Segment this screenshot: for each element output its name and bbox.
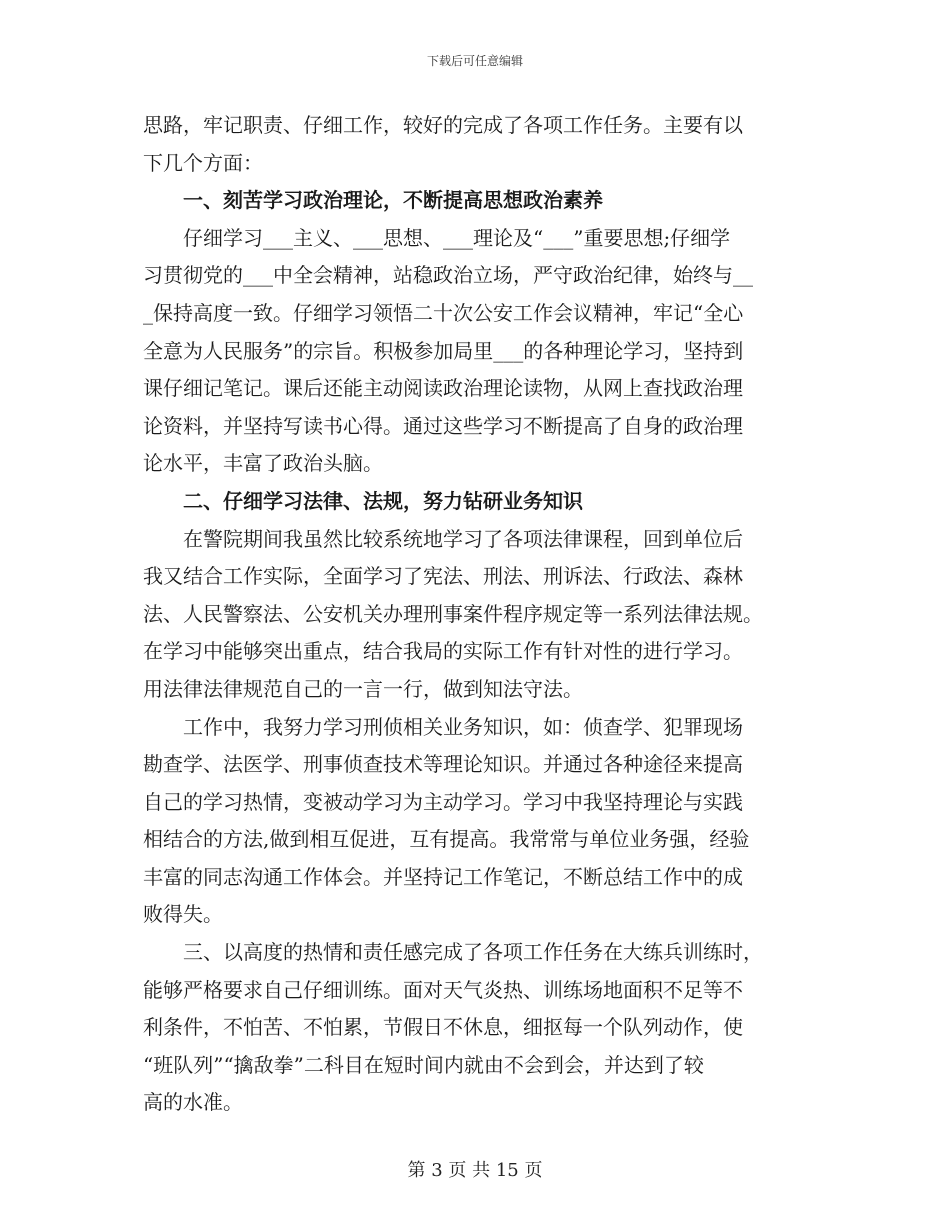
body-line: 仔细学习___主义、___思想、___理论及“___”重要思想;仔细学	[143, 225, 731, 250]
body-line: 在学习中能够突出重点，结合我局的实际工作有针对性的进行学习。	[143, 639, 743, 664]
body-line: 法、人民警察法、公安机关办理刑事案件程序规定等一系列法律法规。	[143, 601, 763, 626]
document-body	[143, 107, 811, 1122]
page-footer: 第 3 页 共 15 页	[407, 1160, 543, 1181]
body-line: 三、以高度的热情和责任感完成了各项工作任务在大练兵训练时，	[143, 940, 763, 965]
body-line: 相结合的方法,做到相互促进，互有提高。我常常与单位业务强，经验	[143, 827, 750, 852]
body-line: 全意为人民服务”的宗旨。积极参加局里___的各种理论学习，坚持到	[143, 338, 744, 363]
page-header: 下载后可任意编辑	[426, 54, 523, 68]
body-line: 败得失。	[143, 902, 223, 927]
body-line: 能够严格要求自己仔细训练。面对天气炎热、训练场地面积不足等不	[143, 977, 743, 1002]
body-line: 自己的学习热情，变被动学习为主动学习。学习中我坚持理论与实践	[143, 789, 743, 814]
body-line: 我又结合工作实际，全面学习了宪法、刑法、刑诉法、行政法、森林	[143, 564, 743, 589]
body-line: “班队列”“擒敌拳”二科目在短时间内就由不会到会，并达到了较	[143, 1052, 704, 1077]
body-line: 习贯彻党的___中全会精神，站稳政治立场，严守政治纪律，始终与__	[143, 263, 753, 288]
body-line: 下几个方面：	[143, 150, 263, 175]
body-line: 勘查学、法医学、刑事侦查技术等理论知识。并通过各种途径来提高	[143, 752, 743, 777]
body-line: 思路，牢记职责、仔细工作，较好的完成了各项工作任务。主要有以	[143, 113, 743, 137]
body-line: 高的水准。	[143, 1090, 243, 1115]
body-line: 课仔细记笔记。课后还能主动阅读政治理论读物，从网上查找政治理	[143, 376, 743, 401]
body-line: 利条件，不怕苦、不怕累，节假日不休息，细抠每一个队列动作，使	[143, 1015, 743, 1040]
body-line: 丰富的同志沟通工作体会。并坚持记工作笔记，不断总结工作中的成	[143, 864, 743, 889]
body-line: 论水平，丰富了政治头脑。	[143, 451, 383, 476]
section-heading-1: 一、刻苦学习政治理论，不断提高思想政治素养	[143, 188, 603, 213]
body-line: 工作中，我努力学习刑侦相关业务知识，如：侦查学、犯罪现场	[143, 714, 743, 739]
body-line: 论资料，并坚持写读书心得。通过这些学习不断提高了自身的政治理	[143, 413, 743, 438]
body-line: _保持高度一致。仔细学习领悟二十次公安工作会议精神，牢记“全心	[143, 300, 744, 325]
body-line: 在警院期间我虽然比较系统地学习了各项法律课程，回到单位后	[143, 526, 743, 551]
body-line: 用法律法律规范自己的一言一行，做到知法守法。	[143, 676, 583, 701]
section-heading-2: 二、仔细学习法律、法规，努力钻研业务知识	[143, 488, 583, 513]
